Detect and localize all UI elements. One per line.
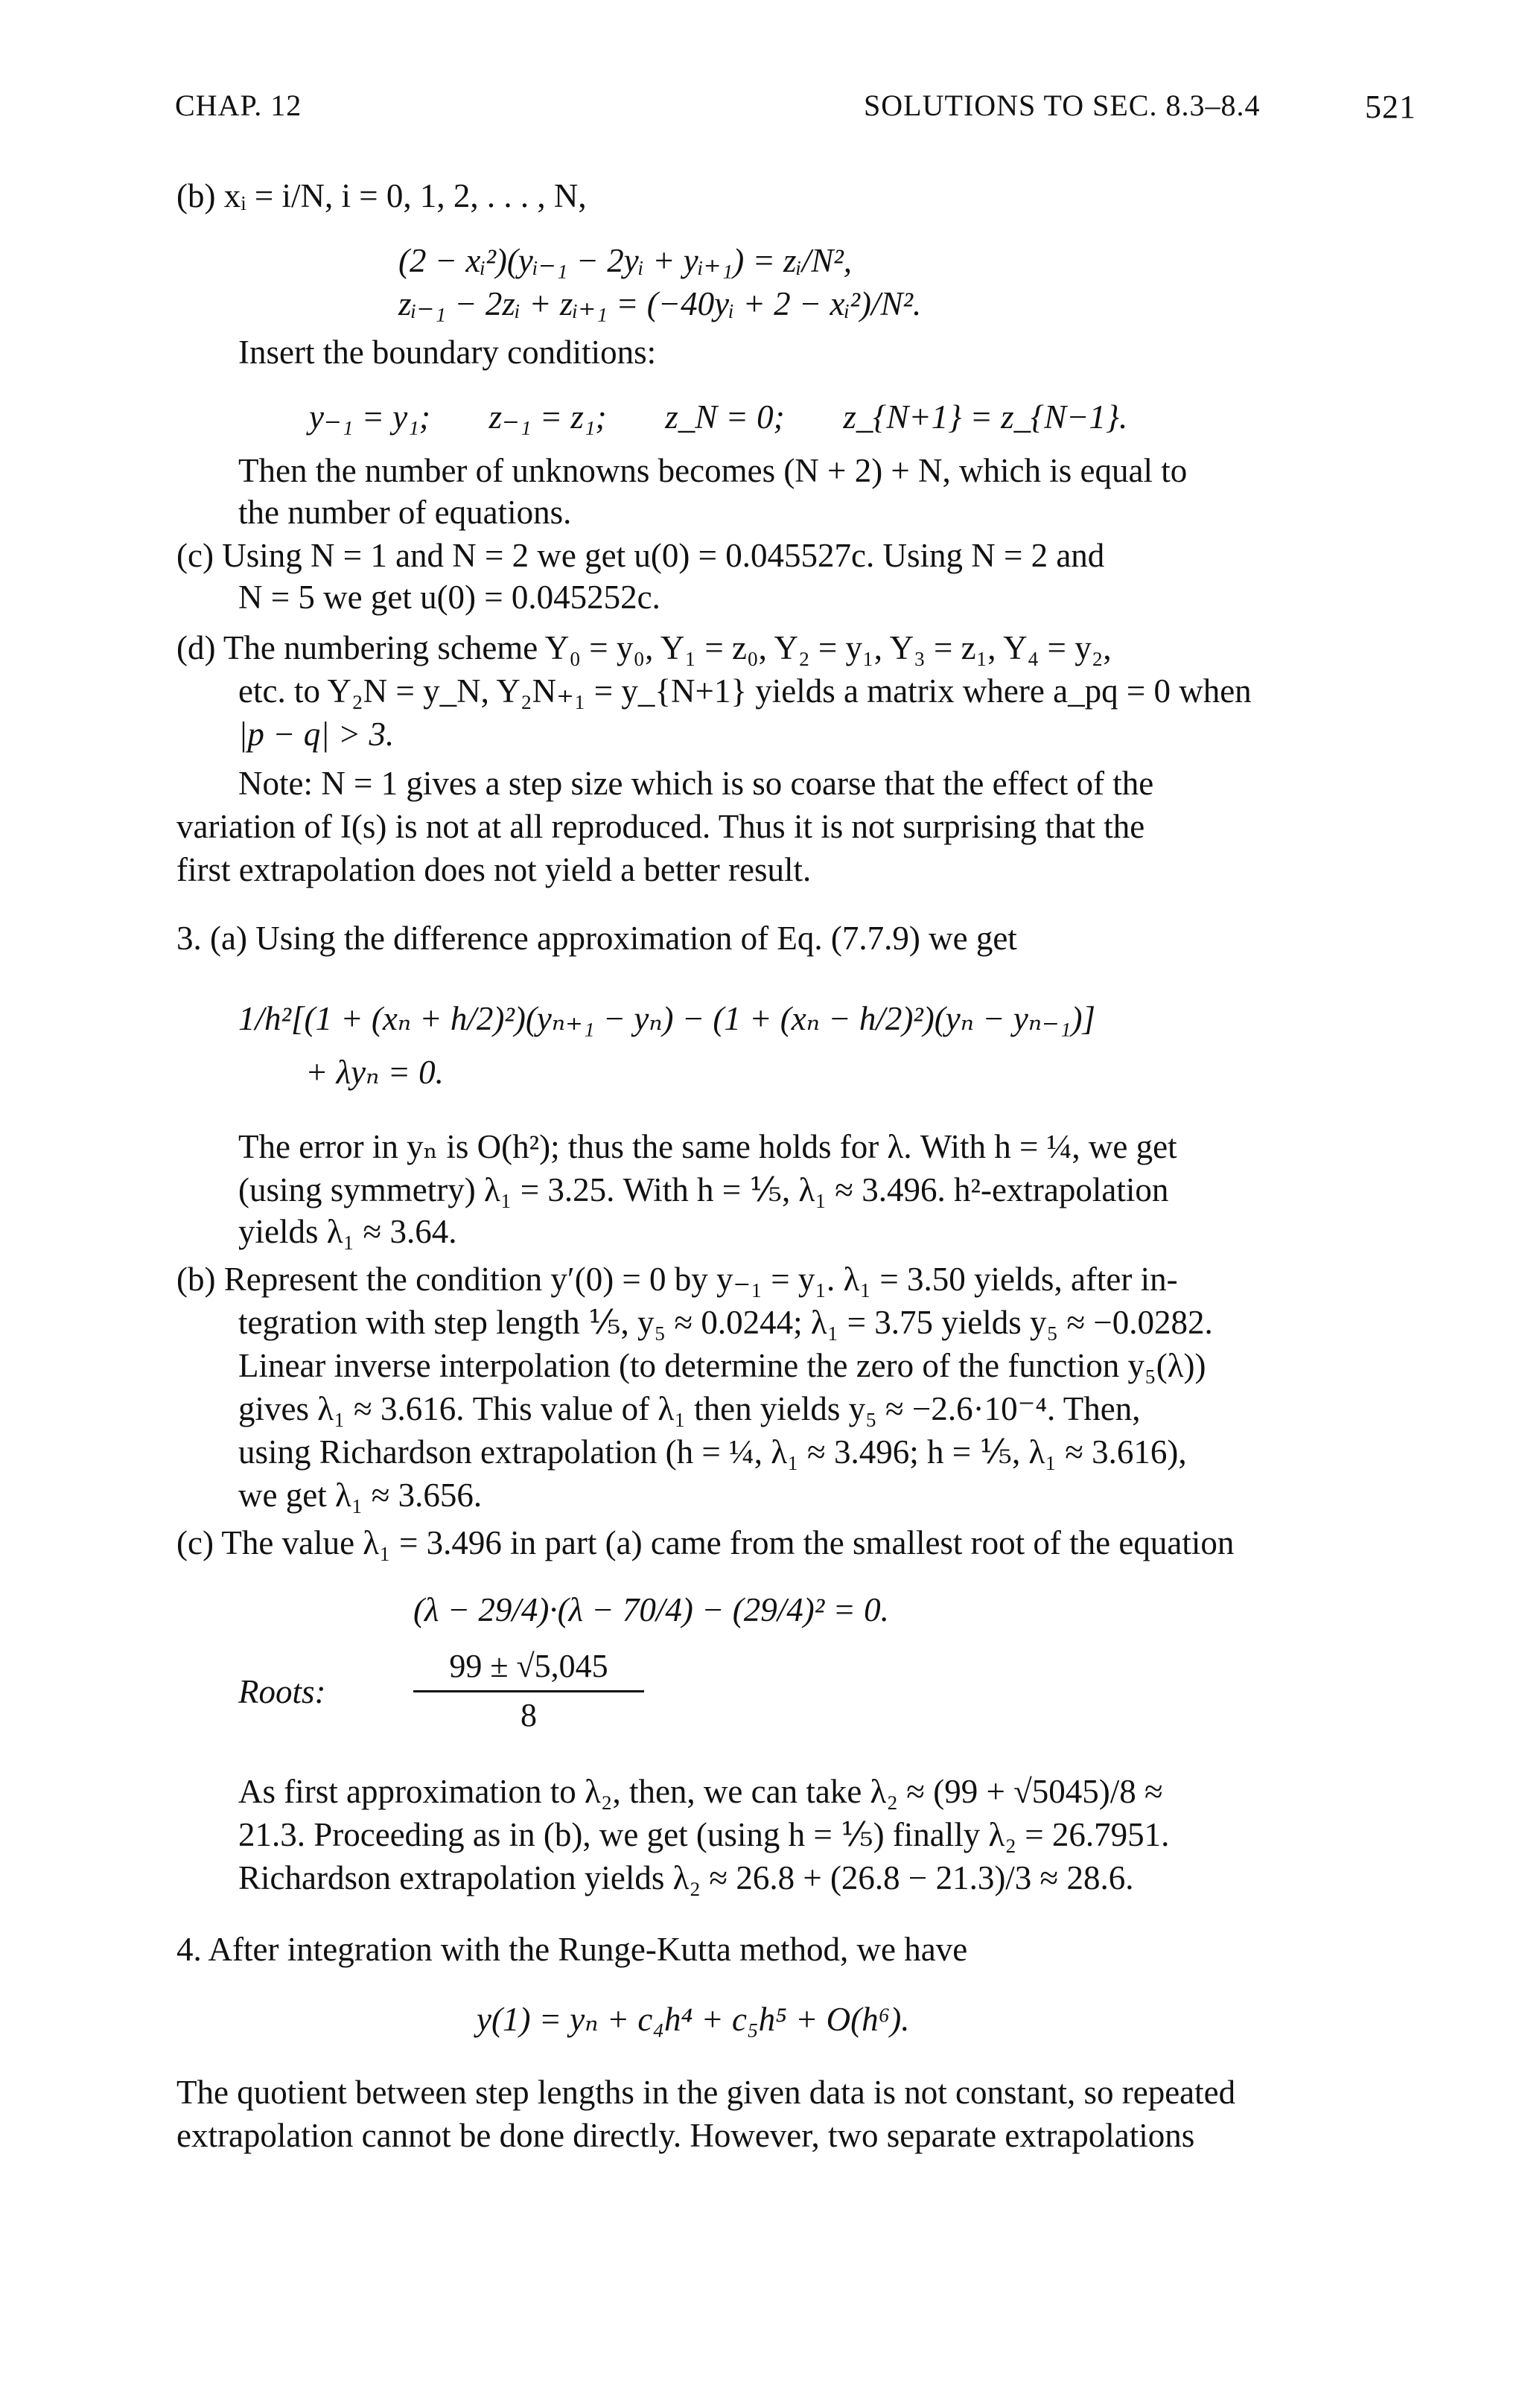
text-line: (c) Using N = 1 and N = 2 we get u(0) = 0.045527c. Using N = 2 and [176,537,1105,574]
text-line: we get λ₁ ≈ 3.656. [238,1477,483,1514]
problem-4-heading: 4. After integration with the Runge-Kutta method, we have [176,1931,968,1968]
section-header: SOLUTIONS TO SEC. 8.3–8.4 [864,89,1261,122]
text-line: etc. to Y₂N = y_N, Y₂N₊₁ = y_{N+1} yields a matrix where a_pq = 0 when [238,672,1252,710]
note-line: variation of I(s) is not at all reproduced. Thus it is not surprising that the [176,808,1145,845]
text-line: (d) The numbering scheme Y₀ = y₀, Y₁ = z₀, Y₂ = y₁, Y₃ = z₁, Y₄ = y₂, [176,629,1112,666]
equation-line: 1/h²[(1 + (xₙ + h/2)²)(yₙ₊₁ − yₙ) − (1 + (xₙ − h/2)²)(yₙ − yₙ₋₁)] [238,1000,1095,1037]
equation-line: (2 − xᵢ²)(yᵢ₋₁ − 2yᵢ + yᵢ₊₁) = zᵢ/N², [398,242,852,279]
text-line: (b) xᵢ = i/N, i = 0, 1, 2, . . . , N, [176,177,587,214]
text-line: yields λ₁ ≈ 3.64. [238,1213,457,1250]
text-line: gives λ₁ ≈ 3.616. This value of λ₁ then yields y₅ ≈ −2.6·10⁻⁴. Then, [238,1390,1141,1427]
roots-denominator: 8 [520,1697,537,1733]
problem-3-heading: 3. (a) Using the difference approximation of Eq. (7.7.9) we get [176,920,1017,957]
text-line: Linear inverse interpolation (to determine the zero of the function y₅(λ)) [238,1347,1206,1384]
note-line: first extrapolation does not yield a better result. [176,851,812,888]
text-line: The quotient between step lengths in the given data is not constant, so repeated [176,2074,1236,2111]
page-number: 521 [1365,89,1416,125]
text-line: 21.3. Proceeding as in (b), we get (using h = ⅕) finally λ₂ = 26.7951. [238,1816,1170,1853]
roots-numerator: 99 ± √5,045 [449,1648,608,1684]
text-line: the number of equations. [238,494,572,531]
text-line: (using symmetry) λ₁ = 3.25. With h = ⅕, λ₁ ≈ 3.496. h²-extrapolation [238,1171,1169,1208]
chapter-header: CHAP. 12 [175,89,302,122]
text-line: extrapolation cannot be done directly. However, two separate extrapolations [176,2117,1195,2154]
equation-line: + λyₙ = 0. [305,1054,444,1091]
text-line: Richardson extrapolation yields λ₂ ≈ 26.8 + (26.8 − 21.3)/3 ≈ 28.6. [238,1859,1134,1896]
note-line: Note: N = 1 gives a step size which is so coarse that the effect of the [238,765,1154,802]
text-line: As first approximation to λ₂, then, we can take λ₂ ≈ (99 + √5045)/8 ≈ [238,1773,1163,1810]
text-line: (c) The value λ₁ = 3.496 in part (a) came from the smallest root of the equation [176,1524,1235,1561]
text-line: Then the number of unknowns becomes (N + 2) + N, which is equal to [238,452,1188,489]
text-line: Insert the boundary conditions: [238,334,657,371]
text-line: |p − q| > 3. [238,716,395,753]
text-line: using Richardson extrapolation (h = ¼, λ₁ ≈ 3.496; h = ⅕, λ₁ ≈ 3.616), [238,1433,1187,1471]
fraction-bar [413,1690,644,1692]
text-line: N = 5 we get u(0) = 0.045252c. [238,579,660,616]
text-line: tegration with step length ⅕, y₅ ≈ 0.0244; λ₁ = 3.75 yields y₅ ≈ −0.0282. [238,1304,1213,1341]
equation-line: (λ − 29/4)·(λ − 70/4) − (29/4)² = 0. [413,1591,889,1628]
roots-label: Roots: [238,1673,326,1710]
equation-line: y₋₁ = y₁; z₋₁ = z₁; z_N = 0; z_{N+1} = z_{N−1}. [309,398,1128,436]
text-line: (b) Represent the condition y′(0) = 0 by y₋₁ = y₁. λ₁ = 3.50 yields, after in- [176,1261,1178,1298]
equation-line: y(1) = yₙ + c₄h⁴ + c₅h⁵ + O(h⁶). [477,2001,910,2038]
text-line: The error in yₙ is O(h²); thus the same holds for λ. With h = ¼, we get [238,1128,1177,1165]
equation-line: zᵢ₋₁ − 2zᵢ + zᵢ₊₁ = (−40yᵢ + 2 − xᵢ²)/N². [398,285,922,322]
